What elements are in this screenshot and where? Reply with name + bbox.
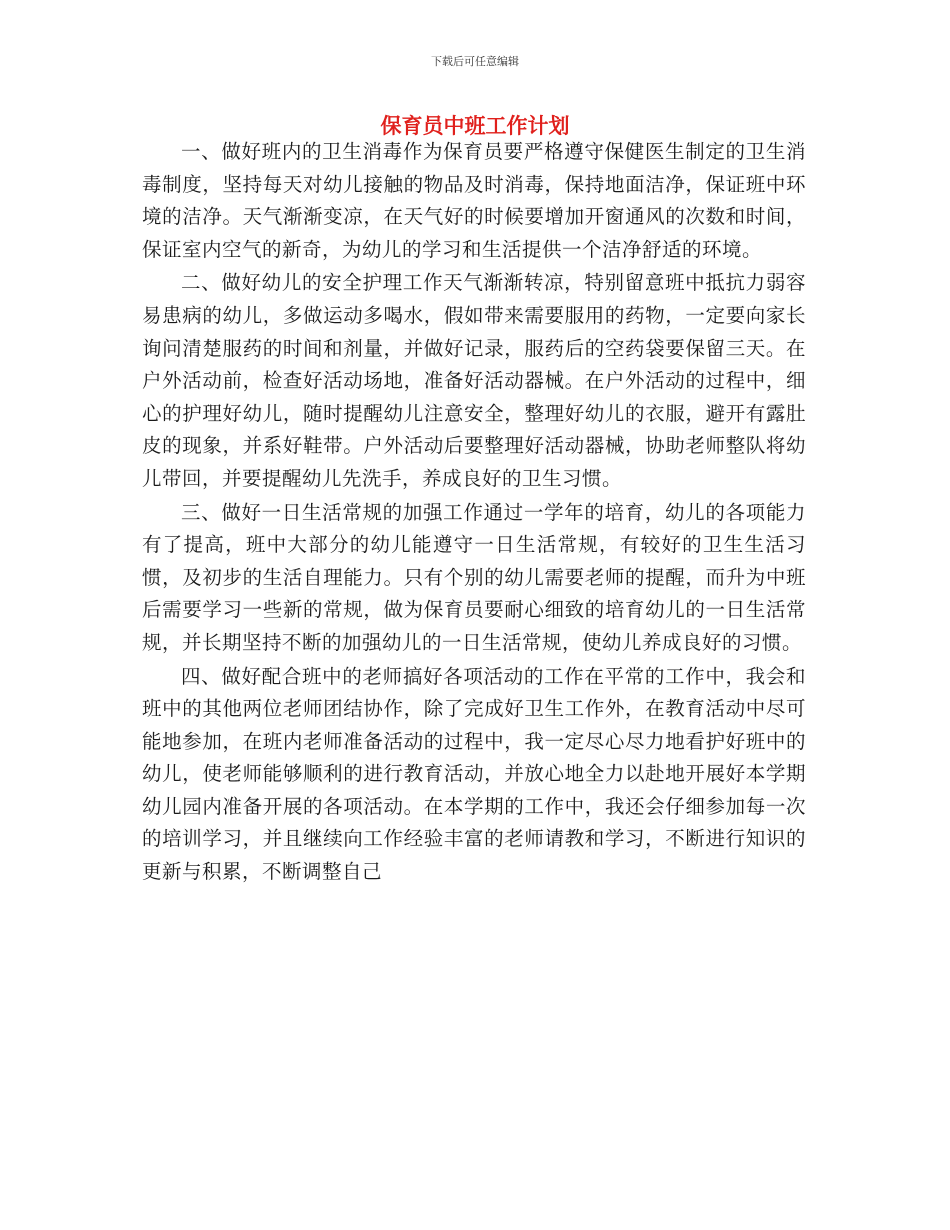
document-title: 保育员中班工作计划: [380, 114, 570, 138]
document-body: [142, 136, 806, 890]
paragraph-4: 四、做好配合班中的老师搞好各项活动的工作在平常的工作中，我会和班中的其他两位老师团结协作，除了完成好卫生工作外，在教育活动中尽可能地参加，在班内老师准备活动的过程中，我一定尽心尽力地看护好班中的幼儿，使老师能够顺利的进行教育活动，并放心地全力以赴地开展好本学期幼儿园内准备开展的各项活动。在本学期的工作中，我还会仔细参加每一次的培训学习，并且继续向工作经验丰富的老师请教和学习，不断进行知识的更新与积累，不断调整自己: [142, 664, 806, 884]
paragraph-1: 一、做好班内的卫生消毒作为保育员要严格遵守保健医生制定的卫生消毒制度，坚持每天对幼儿接触的物品及时消毒，保持地面洁净，保证班中环境的洁净。天气渐渐变凉，在天气好的时候要增加开窗通风的次数和时间，保证室内空气的新奇，为幼儿的学习和生活提供一个洁净舒适的环境。: [142, 140, 806, 261]
header-note: 下载后可任意编辑: [431, 55, 519, 68]
paragraph-2: 二、做好幼儿的安全护理工作天气渐渐转凉，特别留意班中抵抗力弱容易患病的幼儿，多做运动多喝水，假如带来需要服用的药物，一定要向家长询问清楚服药的时间和剂量，并做好记录，服药后的空药袋要保留三天。在户外活动前，检查好活动场地，准备好活动器械。在户外活动的过程中，细心的护理好幼儿，随时提醒幼儿注意安全，整理好幼儿的衣服，避开有露肚皮的现象，并系好鞋带。户外活动后要整理好活动器械，协助老师整队将幼儿带回，并要提醒幼儿先洗手，养成良好的卫生习惯。: [142, 271, 806, 490]
paragraph-3: 三、做好一日生活常规的加强工作通过一学年的培育，幼儿的各项能力有了提高，班中大部分的幼儿能遵守一日生活常规，有较好的卫生生活习惯，及初步的生活自理能力。只有个别的幼儿需要老师的提醒，而升为中班后需要学习一些新的常规，做为保育员要耐心细致的培育幼儿的一日生活常规，并长期坚持不断的加强幼儿的一日生活常规，使幼儿养成良好的习惯。: [142, 500, 806, 654]
